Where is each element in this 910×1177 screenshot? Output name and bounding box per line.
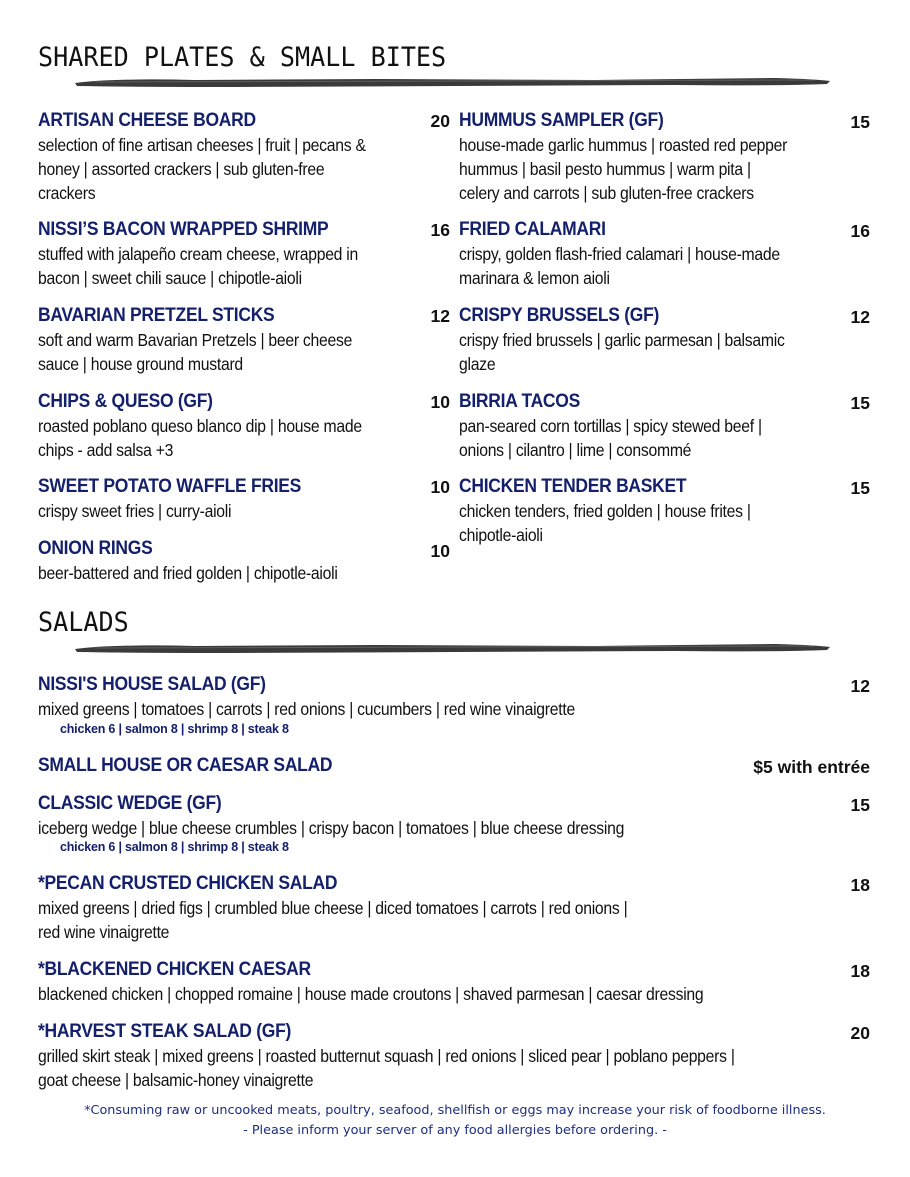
- item-price: 16: [850, 221, 870, 241]
- item-desc-line: glaze: [459, 354, 496, 374]
- item-name: *HARVEST STEAK SALAD (GF): [38, 1021, 292, 1042]
- menu-item: [38, 673, 838, 721]
- item-desc-line: red wine vinaigrette: [38, 922, 170, 942]
- item-price: 15: [850, 112, 870, 132]
- item-desc-line: hummus | basil pesto hummus | warm pita |: [459, 159, 751, 179]
- item-desc-line: blackened chicken | chopped romaine | house made croutons | shaved parmesan | caesar dressing: [38, 984, 704, 1004]
- item-desc-line: crackers: [38, 183, 96, 203]
- item-desc-line: crispy sweet fries | curry-aioli: [38, 501, 232, 521]
- item-name: SMALL HOUSE OR CAESAR SALAD: [38, 755, 333, 776]
- item-name: FRIED CALAMARI: [459, 219, 606, 240]
- item-price: 12: [850, 676, 870, 696]
- item-desc-line: bacon | sweet chili sauce | chipotle-aioli: [38, 268, 302, 288]
- item-name: ARTISAN CHEESE BOARD: [38, 110, 256, 131]
- item-price: 18: [850, 875, 870, 895]
- item-desc-line: mixed greens | tomatoes | carrots | red onions | cucumbers | red wine vinaigrette: [38, 699, 575, 719]
- item-desc-line: celery and carrots | sub gluten-free crackers: [459, 183, 754, 203]
- item-desc-line: chicken tenders, fried golden | house frites |: [459, 501, 751, 521]
- item-desc-line: selection of fine artisan cheeses | fruit | pecans &: [38, 135, 366, 155]
- item-name: *BLACKENED CHICKEN CAESAR: [38, 959, 311, 980]
- item-price: 16: [430, 220, 450, 240]
- item-desc-line: mixed greens | dried figs | crumbled blue cheese | diced tomatoes | carrots | red onions |: [38, 898, 628, 918]
- menu-item: [38, 218, 418, 290]
- menu-item: [38, 304, 418, 376]
- brush-divider: [75, 640, 835, 658]
- item-name: CLASSIC WEDGE (GF): [38, 793, 222, 814]
- item-price: $5 with entrée: [753, 757, 870, 777]
- item-desc-line: honey | assorted crackers | sub gluten-free: [38, 159, 325, 179]
- item-desc-line: crispy fried brussels | garlic parmesan | balsamic: [459, 330, 785, 350]
- menu-item: [38, 754, 738, 778]
- addons-list: chicken 6 | salmon 8 | shrimp 8 | steak 8: [60, 722, 289, 736]
- item-name: NISSI’S BACON WRAPPED SHRIMP: [38, 219, 329, 240]
- item-name: CHICKEN TENDER BASKET: [459, 476, 687, 497]
- item-name: BIRRIA TACOS: [459, 391, 580, 412]
- footer-consumption-warning: *Consuming raw or uncooked meats, poultry, seafood, shellfish or eggs may increase your risk of foodborne illness.: [84, 1103, 826, 1118]
- menu-item: [459, 390, 839, 462]
- item-price: 15: [850, 393, 870, 413]
- item-desc-line: house-made garlic hummus | roasted red pepper: [459, 135, 788, 155]
- item-name: HUMMUS SAMPLER (GF): [459, 110, 664, 131]
- item-desc-line: beer-battered and fried golden | chipotle-aioli: [38, 563, 338, 583]
- item-price: 10: [430, 477, 450, 497]
- brush-divider: [75, 74, 835, 92]
- section-title-salads: SALADS: [38, 607, 129, 638]
- item-name: ONION RINGS: [38, 538, 153, 559]
- menu-item: [459, 304, 839, 376]
- item-desc-line: onions | cilantro | lime | consommé: [459, 440, 692, 460]
- item-desc-line: sauce | house ground mustard: [38, 354, 243, 374]
- item-desc-line: chipotle-aioli: [459, 525, 543, 545]
- item-name: SWEET POTATO WAFFLE FRIES: [38, 476, 302, 497]
- item-price: 15: [850, 478, 870, 498]
- item-price: 20: [430, 111, 450, 131]
- item-desc-line: pan-seared corn tortillas | spicy stewed beef |: [459, 416, 762, 436]
- item-price: 10: [430, 392, 450, 412]
- menu-item: [459, 218, 839, 290]
- item-desc-line: iceberg wedge | blue cheese crumbles | crispy bacon | tomatoes | blue cheese dressing: [38, 818, 625, 838]
- section-title-shared: SHARED PLATES & SMALL BITES: [38, 42, 447, 73]
- item-price: 15: [850, 795, 870, 815]
- item-price: 10: [430, 541, 450, 561]
- menu-item: [38, 475, 418, 523]
- menu-item: [459, 109, 839, 205]
- item-desc-line: stuffed with jalapeño cream cheese, wrapped in: [38, 244, 358, 264]
- item-name: BAVARIAN PRETZEL STICKS: [38, 305, 275, 326]
- item-desc-line: soft and warm Bavarian Pretzels | beer cheese: [38, 330, 353, 350]
- footer-notice: [0, 1101, 910, 1141]
- menu-item: [38, 537, 418, 585]
- item-price: 12: [430, 306, 450, 326]
- item-name: CHIPS & QUESO (GF): [38, 391, 213, 412]
- item-name: *PECAN CRUSTED CHICKEN SALAD: [38, 873, 338, 894]
- item-name: NISSI'S HOUSE SALAD (GF): [38, 674, 266, 695]
- menu-item: [38, 390, 418, 462]
- menu-item: [38, 109, 418, 205]
- item-name: CRISPY BRUSSELS (GF): [459, 305, 660, 326]
- item-price: 12: [850, 307, 870, 327]
- menu-item: [459, 475, 839, 547]
- item-desc-line: chips - add salsa +3: [38, 440, 174, 460]
- item-price: 20: [850, 1023, 870, 1043]
- item-desc-line: crispy, golden flash-fried calamari | house-made: [459, 244, 780, 264]
- menu-item: [38, 958, 838, 1006]
- menu-item: [38, 872, 838, 944]
- item-desc-line: goat cheese | balsamic-honey vinaigrette: [38, 1070, 314, 1090]
- item-desc-line: roasted poblano queso blanco dip | house made: [38, 416, 362, 436]
- item-desc-line: marinara & lemon aioli: [459, 268, 610, 288]
- menu-item: [38, 792, 838, 840]
- addons-list: chicken 6 | salmon 8 | shrimp 8 | steak 8: [60, 840, 289, 854]
- menu-item: [38, 1020, 878, 1092]
- item-desc-line: grilled skirt steak | mixed greens | roasted butternut squash | red onions | sliced pear | poblano peppers |: [38, 1046, 735, 1066]
- footer-allergy-notice: - Please inform your server of any food allergies before ordering. -: [243, 1123, 667, 1138]
- item-price: 18: [850, 961, 870, 981]
